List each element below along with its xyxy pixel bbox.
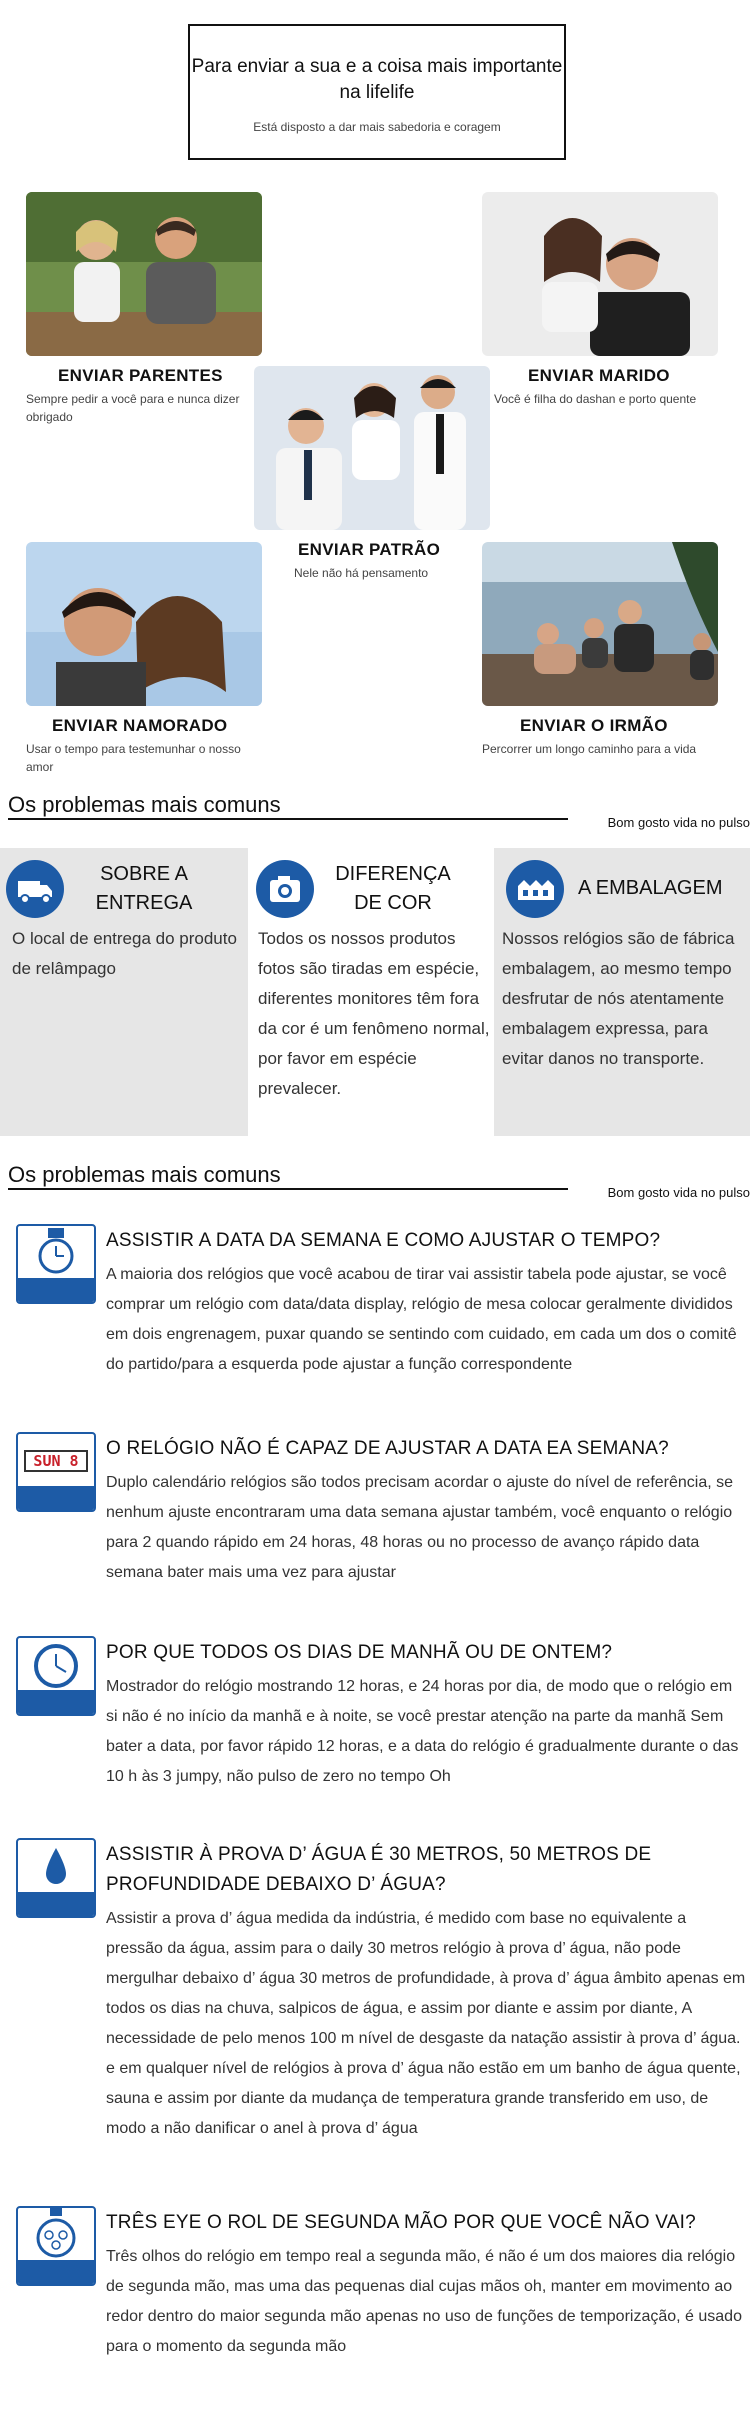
faq-question: TRÊS EYE O ROL DE SEGUNDA MÃO POR QUE VOCÊ NÃO VAI? — [106, 2212, 696, 2233]
section-tagline: Bom gosto vida no pulso — [607, 1185, 750, 1200]
boyfriend-photo — [26, 542, 262, 706]
chronograph-icon — [16, 2206, 96, 2286]
date-display-text: SUN 8 — [24, 1450, 88, 1472]
gift-card-husband[interactable] — [482, 192, 722, 408]
camera-icon — [256, 860, 314, 918]
gift-title: ENVIAR PARENTES — [58, 366, 223, 385]
faq-question: ASSISTIR A DATA DA SEMANA E COMO AJUSTAR O TEMPO? — [106, 1230, 661, 1251]
faq-item — [16, 2206, 746, 2396]
faq-item — [16, 1224, 746, 1414]
boss-photo — [254, 366, 490, 530]
gift-card-boss[interactable] — [254, 366, 498, 582]
gift-title: ENVIAR MARIDO — [528, 366, 670, 385]
problem-title: SOBRE A ENTREGA — [95, 863, 193, 914]
faq-answer: A maioria dos relógios que você acabou de tirar vai assistir tabela pode ajustar, se você comprar um relógio com data/data display, relógio de mesa colocar geralmente divididos em dois engrenagem, puxar quando se sentindo com cuidado, em cada um dos o comitê do partido/para a esquerda pode ajustar a função correspondente — [106, 1266, 737, 1373]
banner-title: Para enviar a sua e a coisa mais importante na lifelife — [191, 56, 563, 103]
parents-photo — [26, 192, 262, 356]
brother-photo — [482, 542, 718, 706]
faq-answer: Assistir a prova d’ água medida da indústria, é medido com base no equivalente a pressão da água, assim para o daily 30 metros relógio à prova d’ água, não pode mergulhar debaixo d’ água 30 metros de profundidade, à prova d’ água âmbito apenas em todos os dias na chuva, salpicos de água, e assim por diante e assim por diante, A necessidade de pelo menos 100 m nível de desgaste da natação assistir à prova d’ água. e em qualquer nível de relógios à prova d’ água não estão em um banho de água quente, sauna e assim por diante da mudança de temperatura grande transferido em uso, de modo a não danificar o anel à prova d’ água — [106, 1910, 746, 2137]
faq-item — [16, 1636, 746, 1826]
husband-photo — [482, 192, 718, 356]
section-rule — [8, 818, 568, 820]
problem-title: A EMBALAGEM — [578, 877, 723, 899]
section-header-problems — [8, 792, 750, 830]
section-rule — [8, 1188, 568, 1190]
watch-icon — [16, 1224, 96, 1304]
faq-answer: Duplo calendário relógios são todos precisam acordar o ajuste do nível de referência, se nenhum ajuste encontraram uma data semana ajustar também, você enquanto o relógio para 2 quando rápido em 24 horas, 48 horas ou no processo de avanço rápido data semana bater mais uma vez para ajustar — [106, 1474, 734, 1581]
gift-desc: Nele não há pensamento — [294, 566, 429, 580]
gift-desc: Usar o tempo para testemunhar o nosso amor — [26, 742, 241, 774]
gift-title: ENVIAR NAMORADO — [52, 716, 228, 735]
faq-item — [16, 1432, 746, 1622]
section-heading: Os problemas mais comuns — [8, 792, 281, 817]
faq-question: ASSISTIR À PROVA D’ ÁGUA É 30 METROS, 50 METROS DE PROFUNDIDADE DEBAIXO D’ ÁGUA? — [106, 1844, 652, 1895]
gift-title: ENVIAR PATRÃO — [298, 540, 441, 559]
faq-question: O RELÓGIO NÃO É CAPAZ DE AJUSTAR A DATA EA SEMANA? — [106, 1438, 669, 1459]
problem-card-color — [254, 848, 494, 1136]
section-header-faq — [8, 1162, 750, 1200]
faq-answer: Três olhos do relógio em tempo real a segunda mão, é não é um dos maiores dia relógio de segunda mão, mas uma das pequenas dial cujas mãos oh, manter em movimento ao redor dentro do maior segunda mão apenas no uso de funções de temporização, é usado para o momento da segunda mão — [106, 2248, 742, 2355]
section-heading: Os problemas mais comuns — [8, 1162, 281, 1187]
gift-card-boyfriend[interactable] — [26, 542, 266, 776]
faq-answer: Mostrador do relógio mostrando 12 horas, e 24 horas por dia, de modo que o relógio em si não é no início da manhã e à noite, se você prestar atenção na parte da manhã Sem bater a data, por favor rápido 12 horas, e a data do relógio é gradualmente durante o das 10 h às 3 jumpy, não pulso de zero no tempo Oh — [106, 1678, 739, 1785]
gift-card-parents[interactable] — [26, 192, 266, 426]
section-tagline: Bom gosto vida no pulso — [607, 815, 750, 830]
problem-title: DIFERENÇA DE COR — [335, 863, 451, 914]
water-drop-icon — [16, 1838, 96, 1918]
problem-card-packaging — [494, 848, 750, 1136]
gift-desc: Percorrer um longo caminho para a vida — [482, 742, 697, 756]
gift-desc: Você é filha do dashan e porto quente — [494, 392, 697, 406]
factory-icon — [506, 860, 564, 918]
problem-text: Todos os nossos produtos fotos são tiradas em espécie, diferentes monitores têm fora da cor é um fenômeno normal, por favor em espécie prevalecer. — [258, 929, 490, 1098]
gift-title: ENVIAR O IRMÃO — [520, 716, 668, 735]
date-display-icon — [16, 1432, 96, 1512]
intro-banner — [188, 24, 566, 160]
problem-text: O local de entrega do produto de relâmpago — [12, 929, 237, 978]
clock-icon — [16, 1636, 96, 1716]
faq-question: POR QUE TODOS OS DIAS DE MANHÃ OU DE ONTEM? — [106, 1642, 613, 1663]
gift-desc: Sempre pedir a você para e nunca dizer obrigado — [26, 392, 240, 424]
problem-text: Nossos relógios são de fábrica embalagem, ao mesmo tempo desfrutar de nós atentamente embalagem expressa, para evitar danos no transporte. — [502, 929, 735, 1068]
faq-item — [16, 1838, 746, 2182]
banner-subtitle: Está disposto a dar mais sabedoria e coragem — [253, 120, 501, 134]
truck-icon — [6, 860, 64, 918]
problem-card-delivery — [0, 848, 248, 1136]
gift-card-brother[interactable] — [482, 542, 722, 758]
